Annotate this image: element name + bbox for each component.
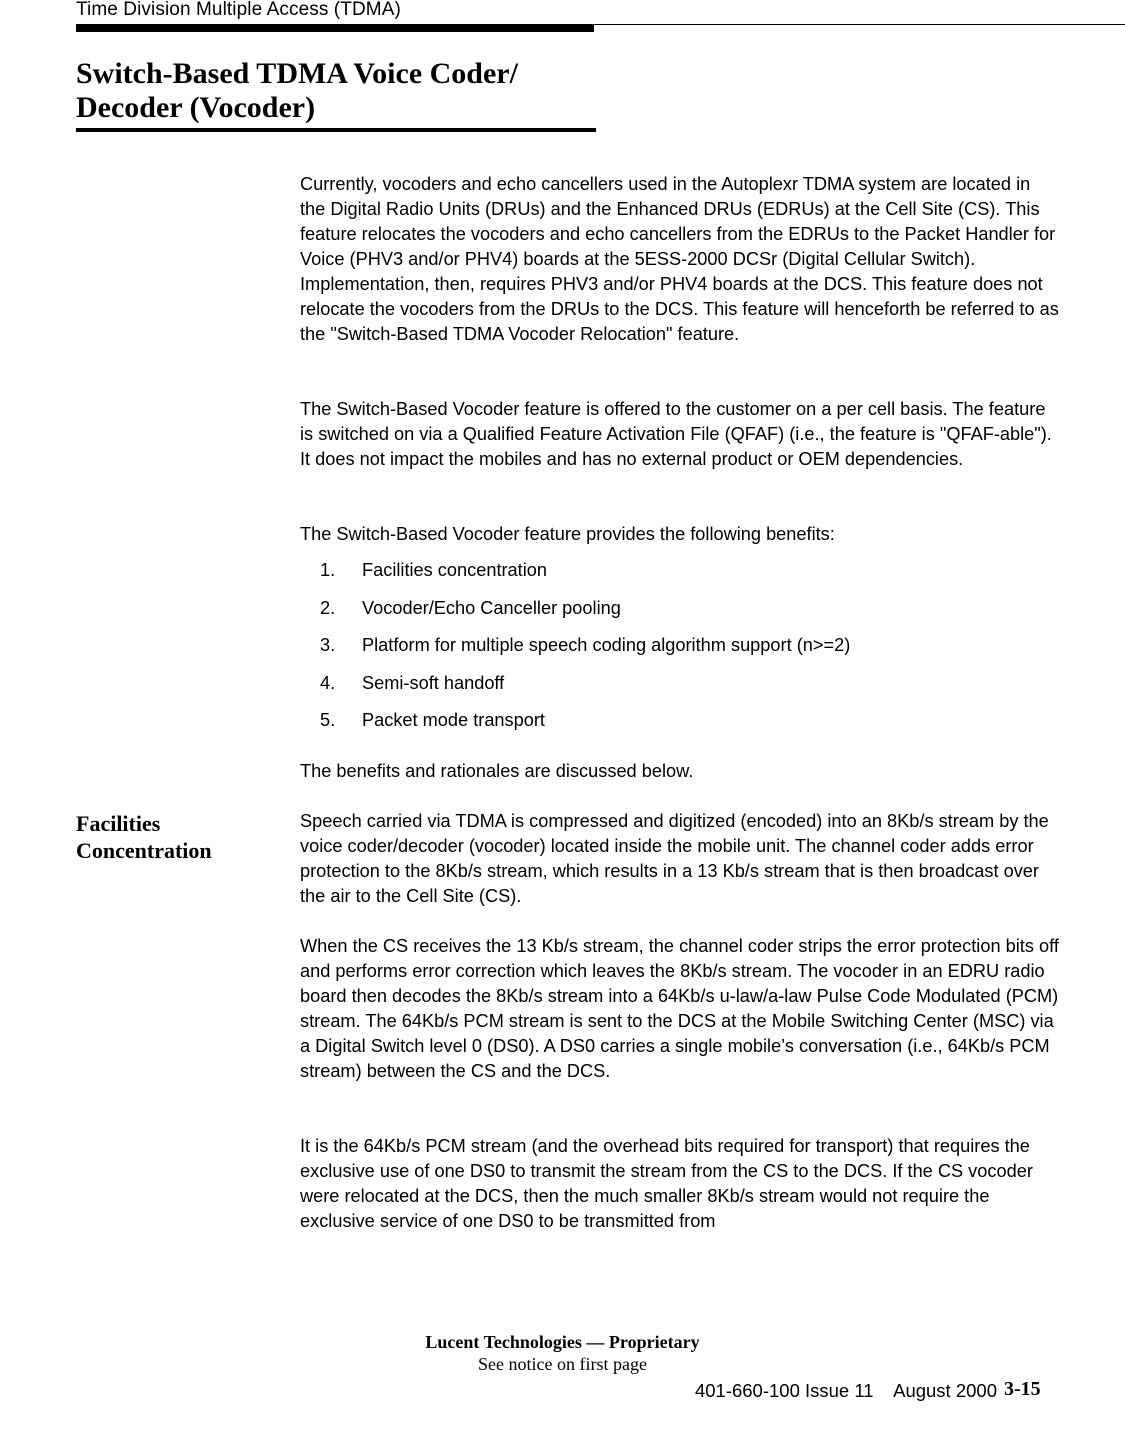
list-item-text: Facilities concentration bbox=[362, 560, 547, 580]
list-item-text: Vocoder/Echo Canceller pooling bbox=[362, 597, 621, 618]
benefits-intro: The Switch-Based Vocoder feature provides the following benefits: bbox=[300, 524, 835, 544]
intro-paragraph-2: The Switch-Based Vocoder feature is offered to the customer on a per cell basis. The feature is switched on via a Qualified Feature Activation File (QFAF) (i.e., the feature is "QFAF-able"). It does not impact the mobiles and has no external product or OEM dependencies. bbox=[300, 399, 1052, 469]
list-item bbox=[300, 708, 1060, 746]
footer-notice: See notice on first page bbox=[478, 1354, 647, 1374]
facilities-paragraph-2: When the CS receives the 13 Kb/s stream, the channel coder strips the error protection bits off and performs error correction which leaves the 8Kb/s stream. The vocoder in an EDRU radio board then decodes the 8Kb/s stream into a 64Kb/s u-law/a-law Pulse Code Modulated (PCM) stream. The 64Kb/s PCM stream is sent to the DCS at the Mobile Switching Center (MSC) via a Digital Switch level 0 (DS0). A DS0 carries a single mobile’s conversation (i.e., 64Kb/s PCM stream) between the CS and the DCS. bbox=[300, 936, 1059, 1081]
list-item-number: 5. bbox=[320, 710, 336, 730]
list-item-number: 3. bbox=[320, 635, 336, 655]
benefits-discussion-intro: The benefits and rationales are discussed below. bbox=[300, 761, 694, 781]
side-heading-line-1: Facilities bbox=[76, 811, 161, 836]
section-title bbox=[76, 57, 616, 125]
footer-company: Lucent Technologies — Proprietary bbox=[425, 1332, 700, 1352]
title-rule bbox=[76, 128, 596, 132]
footer-doc-info: 401-660-100 Issue 11 August 2000 bbox=[694, 1380, 997, 1401]
facilities-concentration-heading bbox=[76, 810, 276, 864]
list-item-text: Platform for multiple speech coding algorithm support (n>=2) bbox=[362, 635, 851, 655]
list-item bbox=[300, 596, 1060, 634]
list-item bbox=[300, 671, 1060, 709]
facilities-paragraph-1: Speech carried via TDMA is compressed and digitized (encoded) into an 8Kb/s stream by the voice coder/decoder (vocoder) located inside the mobile unit. The channel coder adds error protection to the 8Kb/s stream, which results in a 13 Kb/s stream that is then broadcast over the air to the Cell Site (CS). bbox=[300, 811, 1049, 906]
facilities-paragraph-3: It is the 64Kb/s PCM stream (and the overhead bits required for transport) that requires the exclusive use of one DS0 to transmit the stream from the CS to the DCS. If the CS vocoder were relocated at the DCS, then the much smaller 8Kb/s stream would not require the exclusive service of one DS0 to be transmitted from bbox=[300, 1136, 1033, 1231]
header-bar bbox=[76, 24, 594, 32]
list-item bbox=[300, 558, 1060, 596]
list-item-text: Packet mode transport bbox=[362, 710, 545, 730]
intro-paragraph-1: Currently, vocoders and echo cancellers used in the Autoplexr TDMA system are located in the Digital Radio Units (DRUs) and the Enhanced DRUs (EDRUs) at the Cell Site (CS). This feature relocates the vocoders and echo cancellers from the EDRUs to the Packet Handler for Voice (PHV3 and/or PHV4) boards at the 5ESS-2000 DCSr (Digital Cellular Switch). Implementation, then, requires PHV3 and/or PHV4 boards at the DCS. This feature does not relocate the vocoders from the DRUs to the DCS. This feature will henceforth be referred to as the "Switch-Based TDMA Vocoder Relocation" feature. bbox=[300, 174, 1059, 344]
list-item bbox=[300, 633, 1060, 671]
running-head: Time Division Multiple Access (TDMA) bbox=[76, 0, 401, 20]
list-item-text: Semi-soft handoff bbox=[362, 672, 505, 693]
page-number: 3-15 bbox=[1004, 1378, 1041, 1400]
list-item-number: 1. bbox=[320, 560, 336, 580]
benefits-list bbox=[300, 558, 1060, 746]
section-title-line-2: Decoder (Vocoder) bbox=[76, 91, 316, 124]
list-item-number: 4. bbox=[320, 672, 336, 693]
section-title-line-1: Switch-Based TDMA Voice Coder/ bbox=[76, 57, 518, 90]
side-heading-line-2: Concentration bbox=[76, 838, 212, 863]
list-item-number: 2. bbox=[320, 597, 336, 618]
